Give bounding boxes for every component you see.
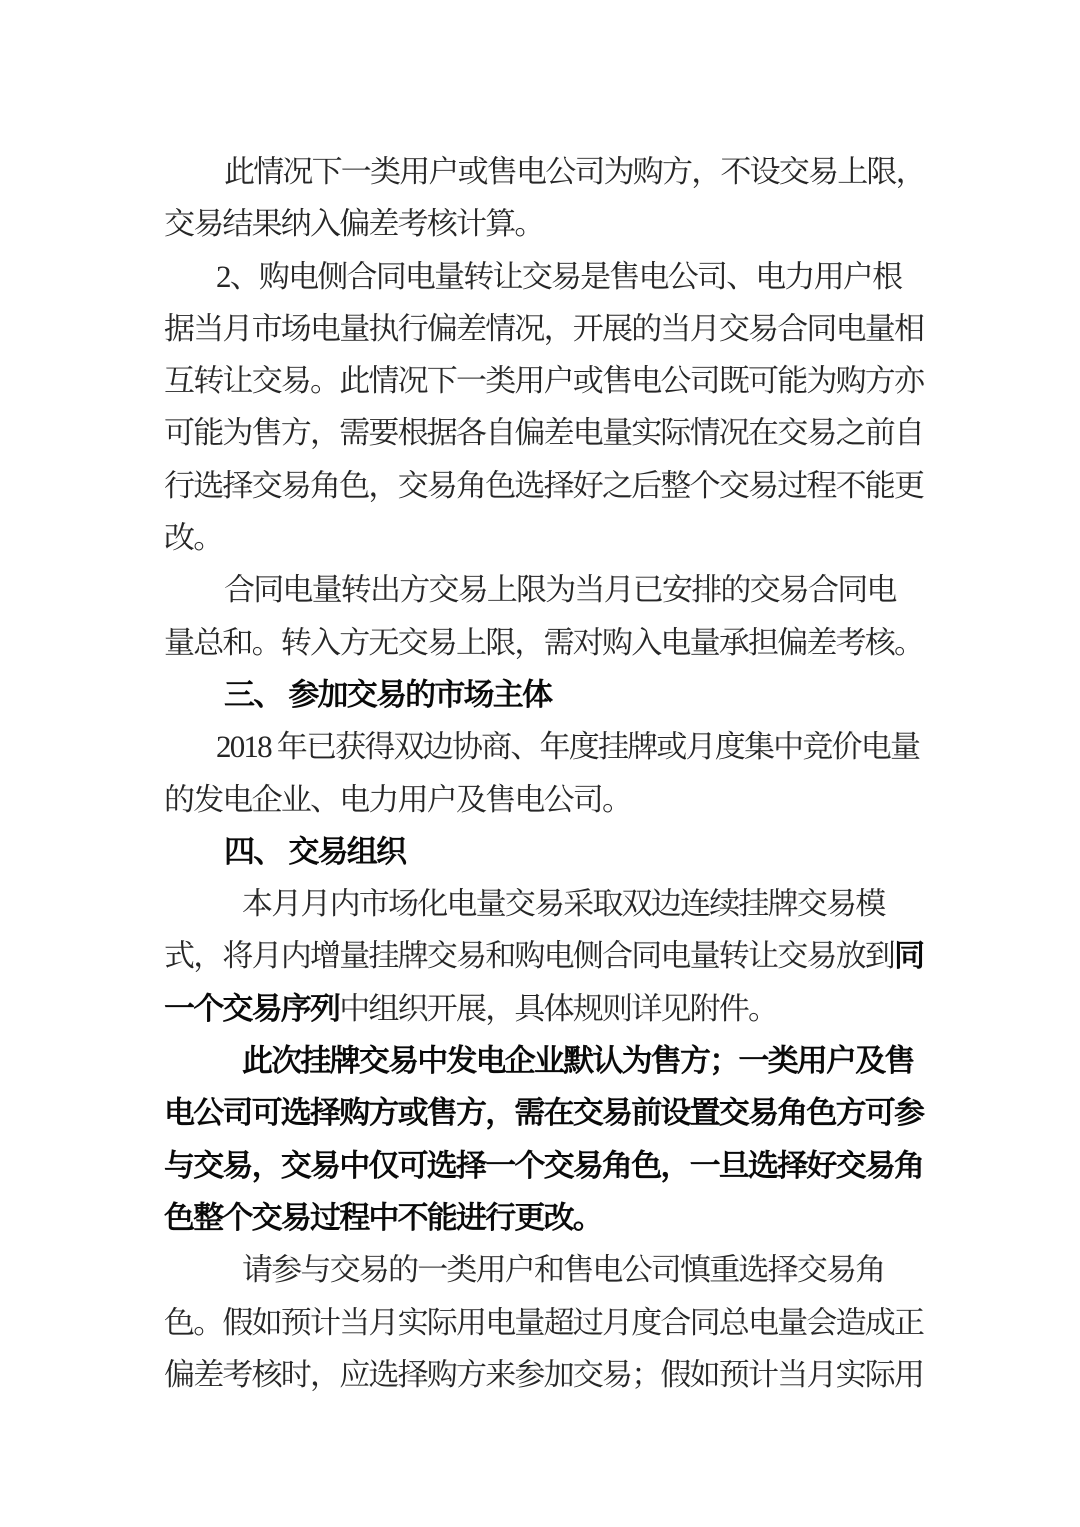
text-line — [164, 878, 939, 930]
text-line — [164, 774, 939, 826]
text-line — [164, 1244, 939, 1296]
text-line — [164, 826, 939, 878]
text-line — [164, 146, 939, 198]
text-segment: 请参与交易的一类用户和售电公司慎重选择交易角 — [242, 1252, 885, 1288]
bold-text-segment: 一个交易序列 — [164, 990, 340, 1026]
text-segment: 可能为售方，需要根据各自偏差电量实际情况在交易之前自 — [164, 415, 924, 451]
text-segment: 本月月内市场化电量交易采取双边连续挂牌交易模 — [242, 886, 885, 922]
bold-text-segment: 与交易，交易中仅可选择一个交易角色，一旦选择好交易角 — [164, 1147, 924, 1183]
text-line — [164, 1087, 939, 1139]
text-segment: 式，将月内增量挂牌交易和购电侧合同电量转让交易放到 — [164, 938, 894, 974]
text-line — [164, 1297, 939, 1349]
text-line — [164, 983, 939, 1035]
text-segment: 据当月市场电量执行偏差情况，开展的当月交易合同电量相 — [164, 310, 924, 346]
text-line — [164, 669, 939, 721]
text-segment: 互转让交易。此情况下一类用户或售电公司既可能为购方亦 — [164, 363, 924, 399]
text-segment: 偏差考核时，应选择购方来参加交易；假如预计当月实际用 — [164, 1356, 924, 1392]
text-line — [164, 303, 939, 355]
text-line — [164, 460, 939, 512]
text-segment: 交易结果纳入偏差考核计算。 — [164, 206, 544, 242]
document-text-block — [164, 146, 939, 1401]
text-segment: 2018 年已获得双边协商、年度挂牌或月度集中竞价电量 — [216, 729, 920, 765]
bold-text-segment: 三、 参加交易的市场主体 — [224, 676, 552, 712]
text-line — [164, 407, 939, 459]
text-segment: 此情况下一类用户或售电公司为购方，不设交易上限， — [224, 154, 925, 189]
text-segment: 改。 — [164, 520, 223, 556]
text-line — [164, 721, 939, 773]
bold-text-segment: 此次挂牌交易中发电企业默认为售方；一类用户及售 — [242, 1043, 914, 1079]
text-line — [164, 1192, 939, 1244]
text-line — [164, 512, 939, 564]
text-segment: 中组织开展，具体规则详见附件。 — [339, 990, 778, 1026]
bold-text-segment: 色整个交易过程中不能进行更改。 — [164, 1199, 602, 1235]
text-segment: 的发电企业、电力用户及售电公司。 — [164, 781, 632, 817]
text-segment: 2、购电侧合同电量转让交易是售电公司、电力用户根 — [216, 258, 902, 294]
text-line — [164, 930, 939, 982]
bold-text-segment: 四、 交易组织 — [224, 833, 406, 869]
text-segment: 行选择交易角色，交易角色选择好之后整个交易过程不能更 — [164, 467, 924, 503]
text-segment: 色。假如预计当月实际用电量超过月度合同总电量会造成正 — [164, 1304, 924, 1340]
text-line — [164, 617, 939, 669]
text-segment: 合同电量转出方交易上限为当月已安排的交易合同电 — [224, 572, 896, 608]
bold-text-segment: 同 — [894, 938, 924, 974]
text-line — [164, 564, 939, 616]
text-line — [164, 1035, 939, 1087]
text-line — [164, 251, 939, 303]
text-line — [164, 198, 939, 250]
bold-text-segment: 电公司可选择购方或售方，需在交易前设置交易角色方可参 — [164, 1095, 924, 1131]
text-line — [164, 1140, 939, 1192]
text-segment: 量总和。转入方无交易上限，需对购入电量承担偏差考核。 — [164, 624, 924, 660]
text-line — [164, 1349, 939, 1401]
text-line — [164, 355, 939, 407]
